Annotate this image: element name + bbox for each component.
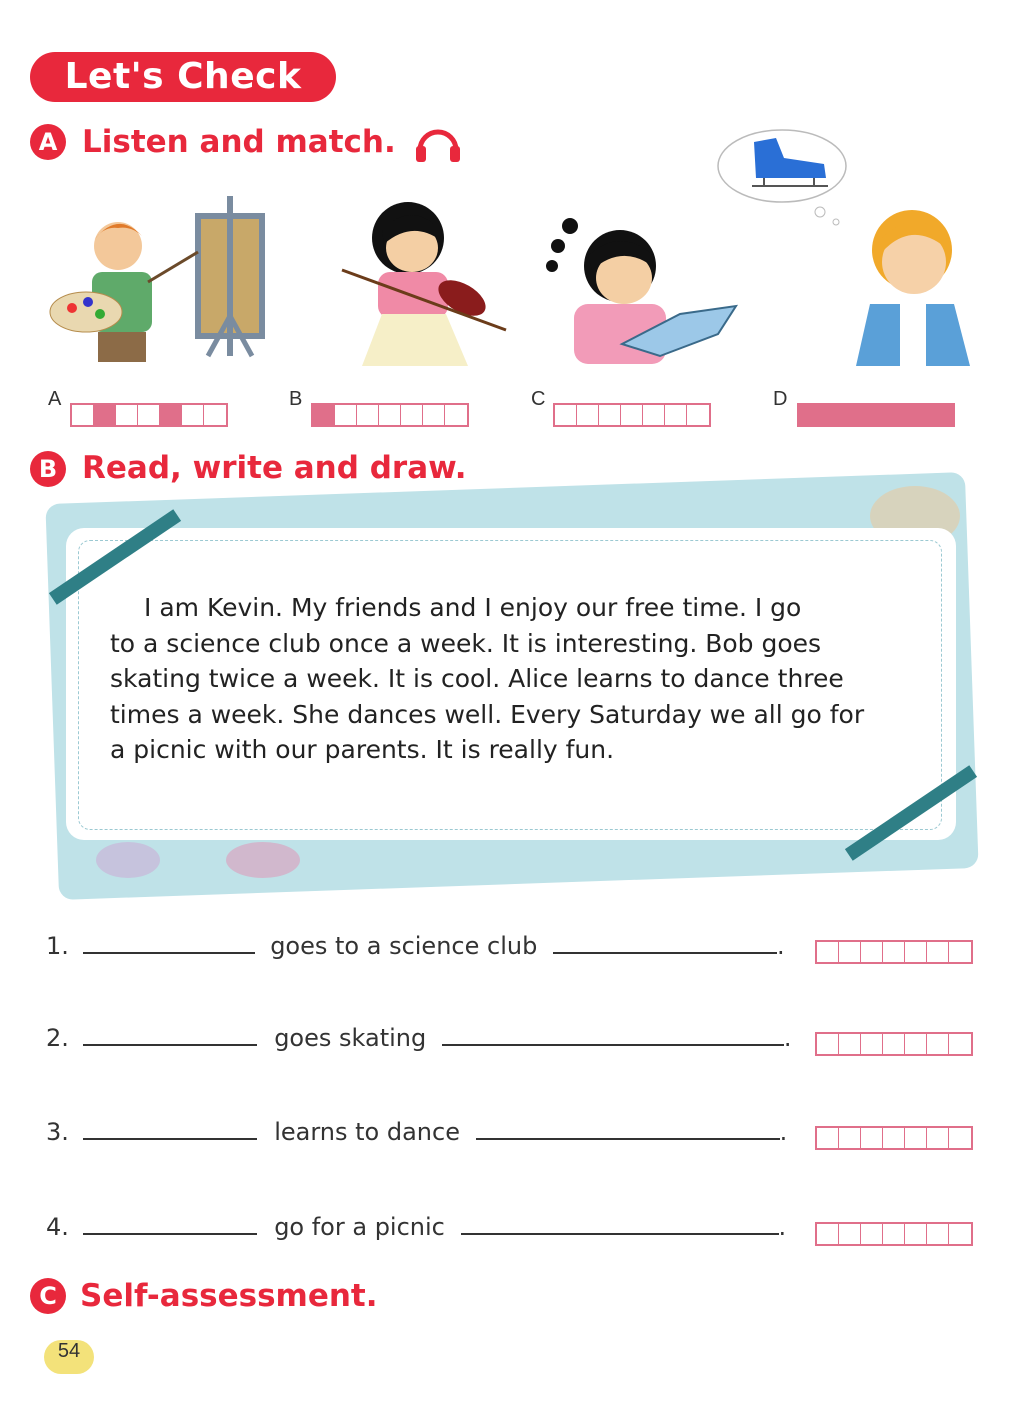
letter-box[interactable]	[401, 405, 423, 425]
letter-box[interactable]	[817, 1224, 839, 1244]
letter-box[interactable]	[927, 1128, 949, 1148]
section-a-badge: A	[30, 124, 66, 160]
girl-reading-image	[540, 196, 746, 366]
letter-box[interactable]	[160, 405, 182, 425]
decor-dot	[226, 842, 300, 878]
lets-check-banner: Let's Check	[30, 52, 336, 102]
letter-box[interactable]	[909, 405, 931, 425]
letter-box[interactable]	[313, 405, 335, 425]
answer-blank[interactable]	[83, 1219, 257, 1235]
letter-box[interactable]	[949, 942, 971, 962]
letter-box[interactable]	[861, 1128, 883, 1148]
letter-box[interactable]	[817, 942, 839, 962]
question-3-boxes[interactable]	[815, 1126, 973, 1150]
section-b-badge: B	[30, 451, 66, 487]
page-number: 54	[44, 1340, 94, 1374]
letter-box[interactable]	[116, 405, 138, 425]
answer-blank[interactable]	[553, 938, 777, 954]
question-text: goes to a science club	[270, 932, 538, 960]
question-number: 1.	[46, 932, 69, 960]
question-number: 3.	[46, 1118, 69, 1146]
letter-box[interactable]	[138, 405, 160, 425]
answer-blank[interactable]	[83, 938, 255, 954]
letter-box[interactable]	[72, 405, 94, 425]
question-4-boxes[interactable]	[815, 1222, 973, 1246]
letter-box[interactable]	[931, 405, 953, 425]
letter-box[interactable]	[599, 405, 621, 425]
letter-box[interactable]	[799, 405, 821, 425]
letter-box[interactable]	[817, 1034, 839, 1054]
answer-blank[interactable]	[83, 1124, 257, 1140]
reading-passage	[110, 590, 910, 768]
passage-line: times a week. She dances well. Every Saturday we all go for	[110, 699, 865, 729]
boy-painting-image	[48, 196, 288, 366]
letter-box[interactable]	[839, 1128, 861, 1148]
letter-box[interactable]	[905, 942, 927, 962]
question-end: .	[783, 1024, 792, 1052]
letter-box[interactable]	[839, 1224, 861, 1244]
letter-box[interactable]	[577, 405, 599, 425]
answer-blank[interactable]	[461, 1219, 779, 1235]
letter-box[interactable]	[665, 405, 687, 425]
boy-thinking-image	[842, 196, 972, 366]
headphones-icon	[414, 120, 462, 164]
letter-box[interactable]	[905, 1128, 927, 1148]
girl-violin-image	[322, 190, 512, 366]
passage-line: I am Kevin. My friends and I enjoy our free time. I go	[144, 593, 802, 622]
question-text: goes skating	[274, 1024, 427, 1052]
answer-label-d: D	[773, 388, 788, 410]
question-3	[46, 1118, 787, 1146]
answer-boxes-a[interactable]	[70, 403, 228, 427]
letter-box[interactable]	[883, 1034, 905, 1054]
answer-boxes-b[interactable]	[311, 403, 469, 427]
letter-box[interactable]	[905, 1034, 927, 1054]
answer-blank[interactable]	[442, 1030, 784, 1046]
letter-box[interactable]	[927, 942, 949, 962]
letter-box[interactable]	[423, 405, 445, 425]
letter-box[interactable]	[839, 1034, 861, 1054]
letter-box[interactable]	[905, 1224, 927, 1244]
letter-box[interactable]	[861, 942, 883, 962]
letter-box[interactable]	[94, 405, 116, 425]
letter-box[interactable]	[839, 942, 861, 962]
question-1-boxes[interactable]	[815, 940, 973, 964]
question-4	[46, 1213, 786, 1241]
letter-box[interactable]	[357, 405, 379, 425]
letter-box[interactable]	[927, 1224, 949, 1244]
question-2-boxes[interactable]	[815, 1032, 973, 1056]
answer-label-c: C	[531, 388, 546, 410]
letter-box[interactable]	[379, 405, 401, 425]
section-c-badge: C	[30, 1278, 66, 1314]
letter-box[interactable]	[335, 405, 357, 425]
question-end: .	[778, 1213, 787, 1241]
answer-blank[interactable]	[83, 1030, 257, 1046]
letter-box[interactable]	[621, 405, 643, 425]
letter-box[interactable]	[949, 1034, 971, 1054]
letter-box[interactable]	[883, 942, 905, 962]
decor-dot	[96, 842, 160, 878]
question-end: .	[776, 932, 785, 960]
letter-box[interactable]	[949, 1128, 971, 1148]
letter-box[interactable]	[821, 405, 843, 425]
answer-blank[interactable]	[476, 1124, 780, 1140]
letter-box[interactable]	[182, 405, 204, 425]
letter-box[interactable]	[861, 1224, 883, 1244]
answer-label-a: A	[48, 388, 62, 410]
letter-box[interactable]	[643, 405, 665, 425]
answer-label-b: B	[289, 388, 303, 410]
answer-boxes-d[interactable]	[797, 403, 955, 427]
question-number: 2.	[46, 1024, 69, 1052]
letter-box[interactable]	[817, 1128, 839, 1148]
letter-box[interactable]	[949, 1224, 971, 1244]
question-number: 4.	[46, 1213, 69, 1241]
question-1	[46, 932, 785, 960]
letter-box[interactable]	[687, 405, 709, 425]
letter-box[interactable]	[883, 1128, 905, 1148]
passage-line: a picnic with our parents. It is really fun.	[110, 735, 615, 764]
letter-box[interactable]	[883, 1224, 905, 1244]
letter-box[interactable]	[865, 405, 887, 425]
letter-box[interactable]	[204, 405, 226, 425]
section-b-title: Read, write and draw.	[82, 450, 467, 486]
letter-box[interactable]	[861, 1034, 883, 1054]
passage-line: to a science club once a week. It is interesting. Bob goes	[110, 628, 822, 658]
question-text: go for a picnic	[274, 1213, 445, 1241]
section-c-title: Self-assessment.	[80, 1278, 378, 1314]
letter-box[interactable]	[843, 405, 865, 425]
passage-line: skating twice a week. It is cool. Alice learns to dance three	[110, 664, 844, 693]
question-end: .	[779, 1118, 788, 1146]
letter-box[interactable]	[445, 405, 467, 425]
letter-box[interactable]	[887, 405, 909, 425]
question-text: learns to dance	[274, 1118, 460, 1146]
section-a-title: Listen and match.	[82, 124, 396, 160]
letter-box[interactable]	[555, 405, 577, 425]
answer-boxes-c[interactable]	[553, 403, 711, 427]
letter-box[interactable]	[927, 1034, 949, 1054]
question-2	[46, 1024, 792, 1052]
